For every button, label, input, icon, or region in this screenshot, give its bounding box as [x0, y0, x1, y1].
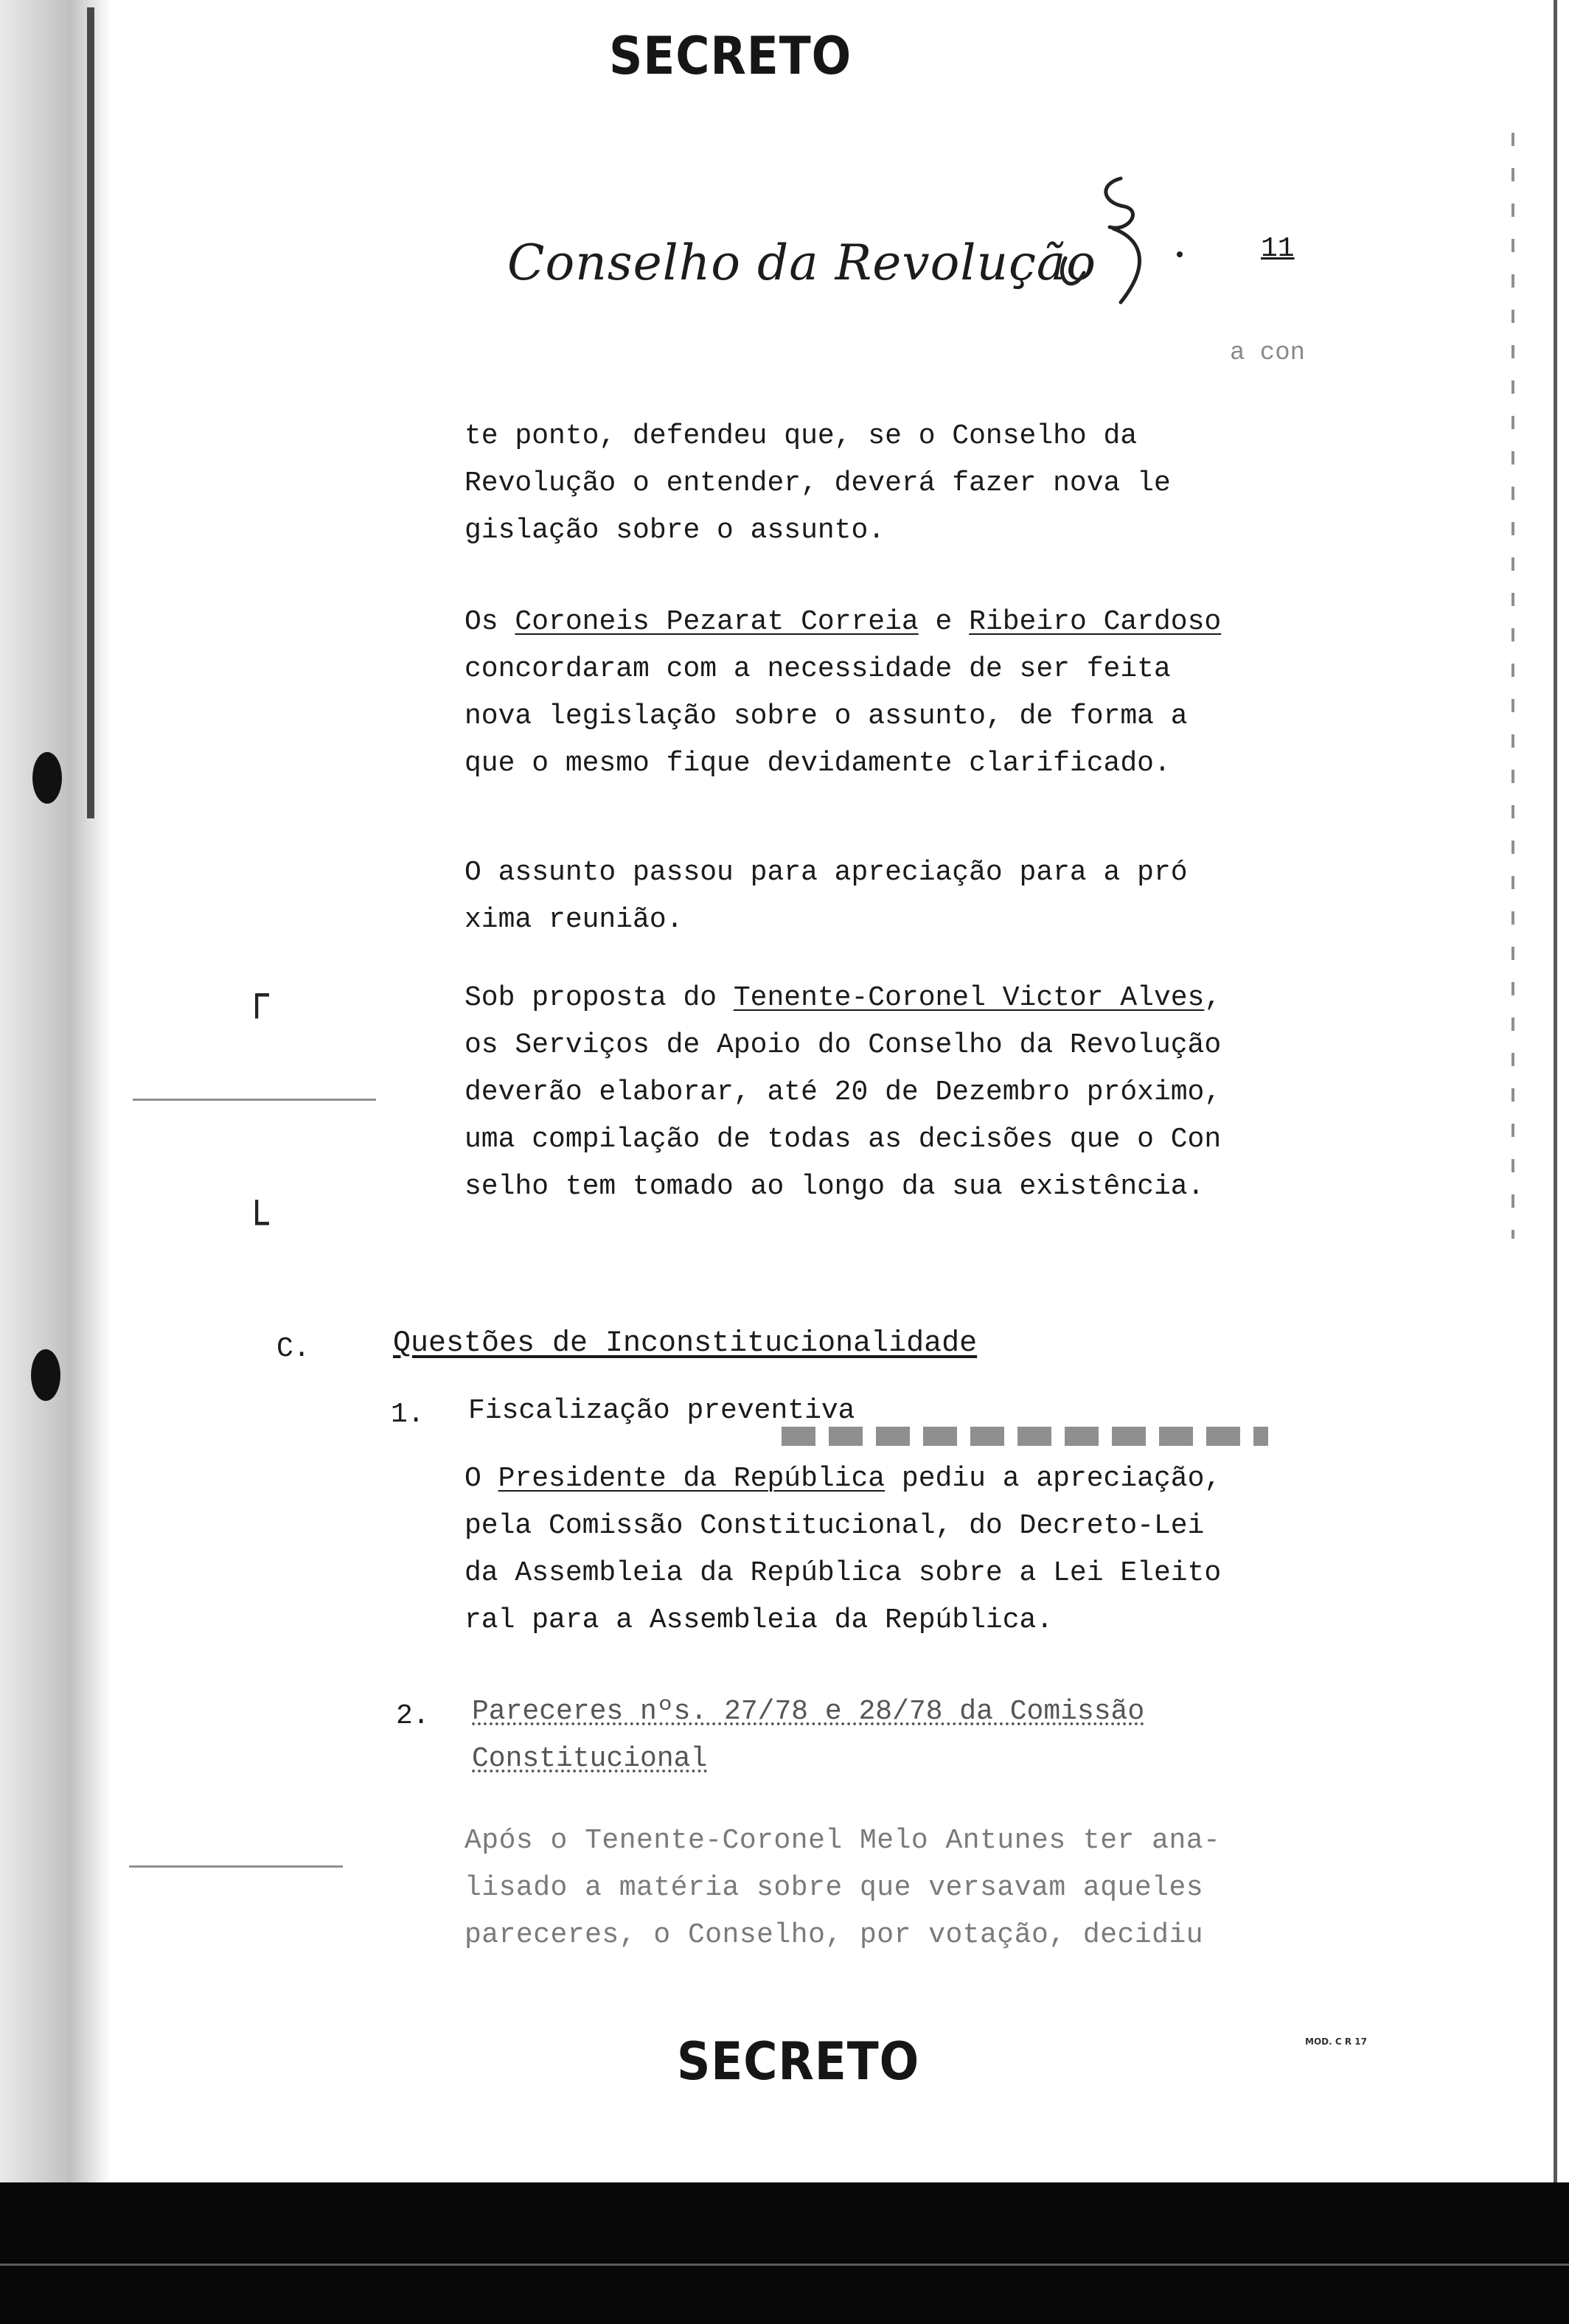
bracket-mark-top: ┌ — [245, 972, 269, 1018]
item-title-line: Pareceres nºs. 27/78 e 28/78 da Comissão — [472, 1696, 1145, 1728]
text-line: pela Comissão Constitucional, do Decreto-Lei — [465, 1510, 1205, 1542]
text-line: lisado a matéria sobre que versavam aqueles — [465, 1872, 1204, 1904]
classification-footer: SECRETO — [677, 2031, 920, 2092]
paragraph-colonels-agreement — [465, 599, 1335, 787]
text-line — [465, 982, 1221, 1014]
form-model-reference: MOD. C R 17 — [1305, 2036, 1367, 2047]
item-title: Fiscalização preventiva — [468, 1395, 855, 1427]
text-line: gislação sobre o assunto. — [465, 515, 886, 546]
text-line: xima reunião. — [465, 904, 683, 936]
text-line: uma compilação de todas as decisões que o Con — [465, 1124, 1222, 1155]
text-line: ral para a Assembleia da República. — [465, 1604, 1054, 1636]
underlined-name: Tenente-Coronel Victor Alves — [733, 982, 1205, 1014]
text-line: concordaram com a necessidade de ser feita — [465, 653, 1171, 685]
text-line: que o mesmo fique devidamente clarificado. — [465, 748, 1171, 779]
underlined-name: Ribeiro Cardoso — [969, 606, 1222, 638]
text-line: Após o Tenente-Coronel Melo Antunes ter ana- — [465, 1825, 1221, 1857]
item-body-preventive-review — [465, 1455, 1335, 1644]
text-run: Sob proposta do — [465, 982, 734, 1014]
letterhead: Conselho da Revolução — [507, 234, 1097, 291]
scan-left-edge-line — [87, 7, 94, 818]
ink-smear — [782, 1427, 1268, 1446]
scan-right-edge-noise — [1511, 133, 1514, 1239]
item-body-opinions — [465, 1817, 1335, 1959]
text-line: pareceres, o Conselho, por votação, decidiu — [465, 1919, 1204, 1951]
scan-right-edge-line — [1554, 0, 1557, 2182]
page-number: 11 — [1261, 233, 1295, 265]
underlined-name: Presidente da República — [498, 1463, 886, 1495]
text-line — [465, 1463, 1221, 1495]
text-line — [465, 606, 1221, 638]
handwritten-initials — [1032, 170, 1194, 310]
paragraph-next-meeting — [465, 849, 1335, 944]
paragraph-continuation — [465, 413, 1335, 554]
item-number: 2. — [396, 1700, 430, 1732]
text-line: os Serviços de Apoio do Conselho da Revolução — [465, 1029, 1222, 1061]
text-run: e — [918, 606, 970, 638]
item-title — [472, 1688, 1144, 1783]
scan-bottom-scratch — [0, 2264, 1569, 2266]
text-run: O — [465, 1463, 498, 1495]
section-letter: C. — [276, 1333, 310, 1365]
bracket-mark-bottom: └ — [245, 1200, 269, 1247]
paragraph-compilation-proposal — [465, 975, 1335, 1211]
punch-hole — [32, 752, 62, 804]
item-title-line: Constitucional — [472, 1743, 708, 1775]
text-line: Revolução o entender, deverá fazer nova le — [465, 467, 1171, 499]
scan-stray-line — [133, 1099, 376, 1101]
section-title: Questões de Inconstitucionalidade — [393, 1327, 978, 1360]
scan-stray-line — [129, 1865, 343, 1868]
text-line: da Assembleia da República sobre a Lei Eleito — [465, 1557, 1222, 1589]
text-line: selho tem tomado ao longo da sua existência. — [465, 1171, 1205, 1203]
text-run: pediu a apreciação, — [885, 1463, 1222, 1495]
item-number: 1. — [391, 1399, 425, 1430]
text-line: O assunto passou para apreciação para a pró — [465, 857, 1188, 888]
text-line: te ponto, defendeu que, se o Conselho da — [465, 420, 1138, 452]
text-run: , — [1204, 982, 1222, 1014]
punch-hole — [31, 1349, 60, 1401]
classification-header: SECRETO — [609, 26, 852, 86]
text-line: nova legislação sobre o assunto, de forma a — [465, 700, 1188, 732]
scan-bottom-border — [0, 2182, 1569, 2324]
underlined-name: Coroneis Pezarat Correia — [515, 606, 919, 638]
carry-over-word: a con — [1230, 339, 1306, 367]
text-run: Os — [465, 606, 515, 638]
text-line: deverão elaborar, até 20 de Dezembro próximo, — [465, 1076, 1222, 1108]
